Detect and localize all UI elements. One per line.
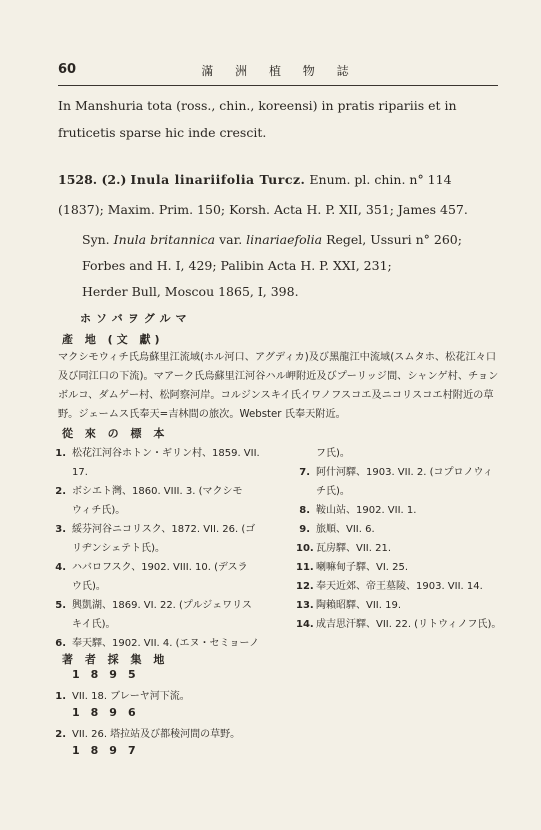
specimen-text: 旅順、VII. 6.: [316, 524, 375, 535]
synonym-ref-1: Regel, Ussuri n° 260;: [326, 232, 462, 247]
entry-reference-2: (1837); Maxim. Prim. 150; Korsh. Acta H. P. XII, 351; James 457.: [58, 202, 468, 217]
specimen-continuation: ウ氏)。: [72, 581, 106, 592]
collection-year: 1897: [72, 744, 147, 757]
right-specimen-item: [296, 596, 506, 615]
specimen-number: 13.: [296, 600, 314, 611]
specimens-left-column: [52, 444, 282, 653]
synonym-var: var.: [219, 232, 243, 247]
entry-reference-1: Enum. pl. chin. n° 114: [309, 172, 452, 187]
right-specimen-item: [296, 501, 506, 520]
collected-heading: 著 者 採 集 地: [62, 653, 169, 666]
right-specimen-item: [296, 577, 506, 596]
collection-year: 1895: [72, 668, 147, 681]
specimen-continuation: 17.: [72, 467, 88, 478]
specimen-number: 11.: [296, 562, 314, 573]
specimen-continuation: チ氏)。: [316, 486, 350, 497]
right-specimen-item: [296, 615, 506, 634]
specimen-number: 3.: [55, 524, 66, 535]
synonym-ref-2: Forbes and H. I, 429; Palibin Acta H. P. XXI, 231;: [82, 258, 392, 273]
right-specimen-item: [296, 539, 506, 558]
specimen-number: 2.: [55, 486, 66, 497]
right-specimen-item: [296, 463, 506, 482]
entry-species-name: Inula linariifolia Turcz.: [130, 172, 306, 187]
left-specimen-item: [52, 444, 282, 463]
right-specimen-item: [296, 558, 506, 577]
specimen-number: 6.: [55, 638, 66, 649]
japanese-name: ホソバヲグルマ: [80, 312, 192, 325]
specimens-right-column: [296, 444, 506, 634]
collection-number: 1.: [55, 691, 66, 702]
collection-text: VII. 26. 塔拉站及び都稜河間の草野。: [72, 729, 241, 740]
left-specimen-item: [52, 558, 282, 577]
specimen-text: ボシエト灣、1860. VIII. 3. (マクシモ: [72, 486, 243, 497]
specimen-continuation: リヂンシェテト氏)。: [72, 543, 166, 554]
right-specimen-item: [296, 444, 506, 463]
distribution-heading: 產 地 (文 獻): [62, 333, 164, 346]
specimen-text: 喇嘛甸子驛、VI. 25.: [316, 562, 409, 573]
right-specimen-item: [296, 520, 506, 539]
specimen-text: 松花江河谷ホトン・ギリン村、1859. VII.: [72, 448, 260, 459]
specimen-text: ハバロフスク、1902. VIII. 10. (デスラ: [72, 562, 248, 573]
specimen-text: フ氏)。: [316, 448, 350, 459]
collection-year: 1896: [72, 706, 147, 719]
collection-item: [52, 687, 190, 706]
header-rule: [58, 85, 498, 86]
entry-number: 1528. (2.): [58, 172, 127, 187]
specimen-number: 1.: [55, 448, 66, 459]
collection-number: 2.: [55, 729, 66, 740]
specimen-number: 9.: [299, 524, 310, 535]
specimen-continuation: ウィチ氏)。: [72, 505, 126, 516]
synonym-name: Inula britannica: [113, 232, 216, 247]
specimen-number: 10.: [296, 543, 314, 554]
distribution-text: マクシモウィチ氏烏蘇里江流域(ホル河口、アグディカ)及び黑龍江中流域(スムタホ、松花江々口及び同江口の下流)。マアーク氏烏蘇里江河谷ハル岬附近及びプーリッジ間、シャンゲ村、チョンボルコ、ダムゲー村、松阿察河岸。コルジンスキイ氏イワノフスコエ及ニコリスコエ村附近の草野。ジェームス氏奉天=吉林間の旅次。Webster 氏奉天附近。: [58, 352, 499, 420]
specimen-text: 奉天近郊、帝王墓陵、1903. VII. 14.: [316, 581, 483, 592]
page-header: [58, 62, 501, 84]
specimen-number: 4.: [55, 562, 66, 573]
specimen-text: 奉天驛、1902. VII. 4. (エヌ・セミョーノ: [72, 638, 260, 649]
specimen-number: 8.: [299, 505, 310, 516]
synonym-label: Syn.: [82, 232, 110, 247]
entry-heading: [58, 172, 452, 187]
specimen-number: 14.: [296, 619, 314, 630]
running-title: 滿 洲 植 物 誌: [201, 64, 358, 78]
left-specimen-item: [52, 520, 282, 539]
left-specimen-item: [52, 596, 282, 615]
specimen-text: 興凱湖、1869. VI. 22. (プルジェワリス: [72, 600, 252, 611]
specimen-text: 阿什河驛、1903. VII. 2. (コプロノウィ: [316, 467, 493, 478]
page-number: 60: [58, 62, 77, 77]
specimen-text: 綏芬河谷ニコリスク、1872. VII. 26. (ゴ: [72, 524, 256, 535]
specimen-number: 5.: [55, 600, 66, 611]
specimen-text: 成吉思汗驛、VII. 22. (リトウィノフ氏)。: [316, 619, 502, 630]
specimen-text: 陶賴昭驛、VII. 19.: [316, 600, 401, 611]
specimens-heading: 從 來 の 標 本: [62, 427, 169, 440]
specimen-continuation: キイ氏)。: [72, 619, 116, 630]
synonym-epithet: linariaefolia: [246, 232, 323, 247]
specimen-text: 瓦房驛、VII. 21.: [316, 543, 391, 554]
left-specimen-item: [52, 482, 282, 501]
specimen-number: 7.: [299, 467, 310, 478]
collection-item: [52, 725, 240, 744]
specimen-text: 鞍山站、1902. VII. 1.: [316, 505, 417, 516]
intro-paragraph: In Manshuria tota (ross., chin., koreensi) in pratis ripariis et in fruticetis sparse hic inde crescit.: [58, 98, 457, 140]
specimen-number: 12.: [296, 581, 314, 592]
synonym-line: [82, 232, 462, 247]
synonym-ref-3: Herder Bull, Moscou 1865, I, 398.: [82, 284, 299, 299]
collection-text: VII. 18. ブレーヤ河下流。: [72, 691, 190, 702]
